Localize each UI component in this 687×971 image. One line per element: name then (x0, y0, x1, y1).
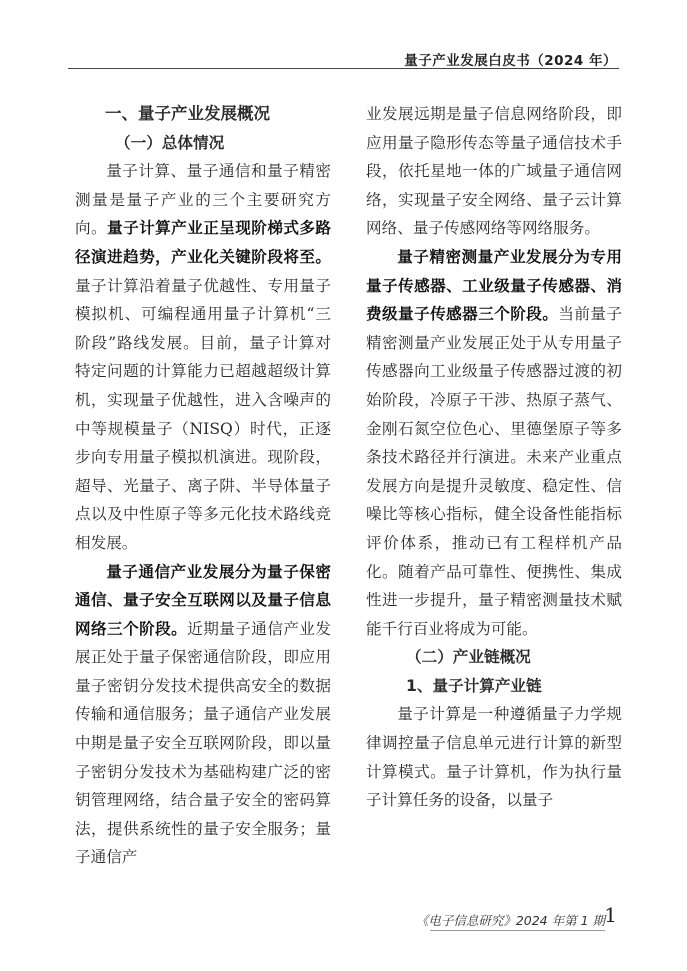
bold-statement: 量子计算产业正呈现阶梯式多路径演进趋势，产业化关键阶段将至。 (75, 219, 331, 266)
section-heading: 一、量子产业发展概况 (105, 104, 270, 123)
left-column (75, 100, 331, 872)
paragraph-communication (75, 558, 331, 873)
paragraph-text: 近期量子通信产业发展正处于量子保密通信阶段，即应用量子密钥分发技术提供高安全的数据传输和通信服务；量子通信产业发展中期是量子安全互联网阶段，即以量子密钥分发技术为基础构建广泛的密钥管理网络，结合量子安全的密码算法，提供系统性的量子安全服务；量子通信产 (75, 619, 331, 867)
paragraph-overview (75, 157, 331, 557)
subsection-heading: （一）总体情况 (115, 133, 225, 152)
paragraph-quantum-computing: 量子计算是一种遵循量子力学规律调控量子信息单元进行计算的新型计算模式。量子计算机，作为执行量子计算任务的设备，以量子 (366, 705, 622, 810)
right-column (366, 100, 622, 815)
bold-statement: 量子通信产业发展分为量子保密通信、量子安全互联网以及量子信息网络三个阶段。 (75, 562, 331, 638)
footer-journal: 《电子信息研究》2024 年第 1 期 (415, 913, 605, 928)
running-header: 量子产业发展白皮书（2024 年） (404, 53, 617, 69)
paragraph-text: 量子计算沿着量子优越性、专用量子模拟机、可编程通用量子计算机“三阶段”路线发展。目前，量子计算对特定问题的计算能力已超越超级计算机，实现量子优越性，进入含噪声的中等规模量子（NISQ）时代，正逐步向专用量子模拟机演进。现阶段，超导、光量子、离子阱、半导体量子点以及中性原子等多元化技术路线竞相发展。 (75, 276, 331, 552)
page-number: 1 (604, 903, 617, 927)
paragraph-text: 当前量子精密测量产业发展正处于从专用量子传感器向工业级量子传感器过渡的初始阶段，冷原子干涉、热原子蒸气、金刚石氮空位色心、里德堡原子等多条技术路径并行演进。未来产业重点发展方向是提升灵敏度、稳定性、信噪比等核心指标，健全设备性能指标评价体系，推动已有工程样机产品化。随着产品可靠性、便携性、集成性进一步提升，量子精密测量技术赋能千行百业将成为可能。 (366, 305, 622, 638)
footer-rule (430, 930, 605, 931)
bold-statement: 量子精密测量产业发展分为专用量子传感器、工业级量子传感器、消费级量子传感器三个阶段。 (366, 247, 622, 324)
paragraph-measurement (366, 243, 622, 643)
paragraph-continuation: 业发展远期是量子信息网络阶段，即应用量子隐形传态等量子通信技术手段，依托星地一体的广域量子通信网络，实现量子安全网络、量子云计算网络、量子传感网络等网络服务。 (366, 105, 622, 238)
sub-sub-heading: 1、量子计算产业链 (406, 676, 542, 695)
subsection-heading-2: （二）产业链概况 (406, 648, 531, 667)
paragraph-text: 量子计算、量子通信和量子精密测量是量子产业的三个主要研究方向。 (75, 162, 331, 238)
header-rule (68, 68, 619, 69)
